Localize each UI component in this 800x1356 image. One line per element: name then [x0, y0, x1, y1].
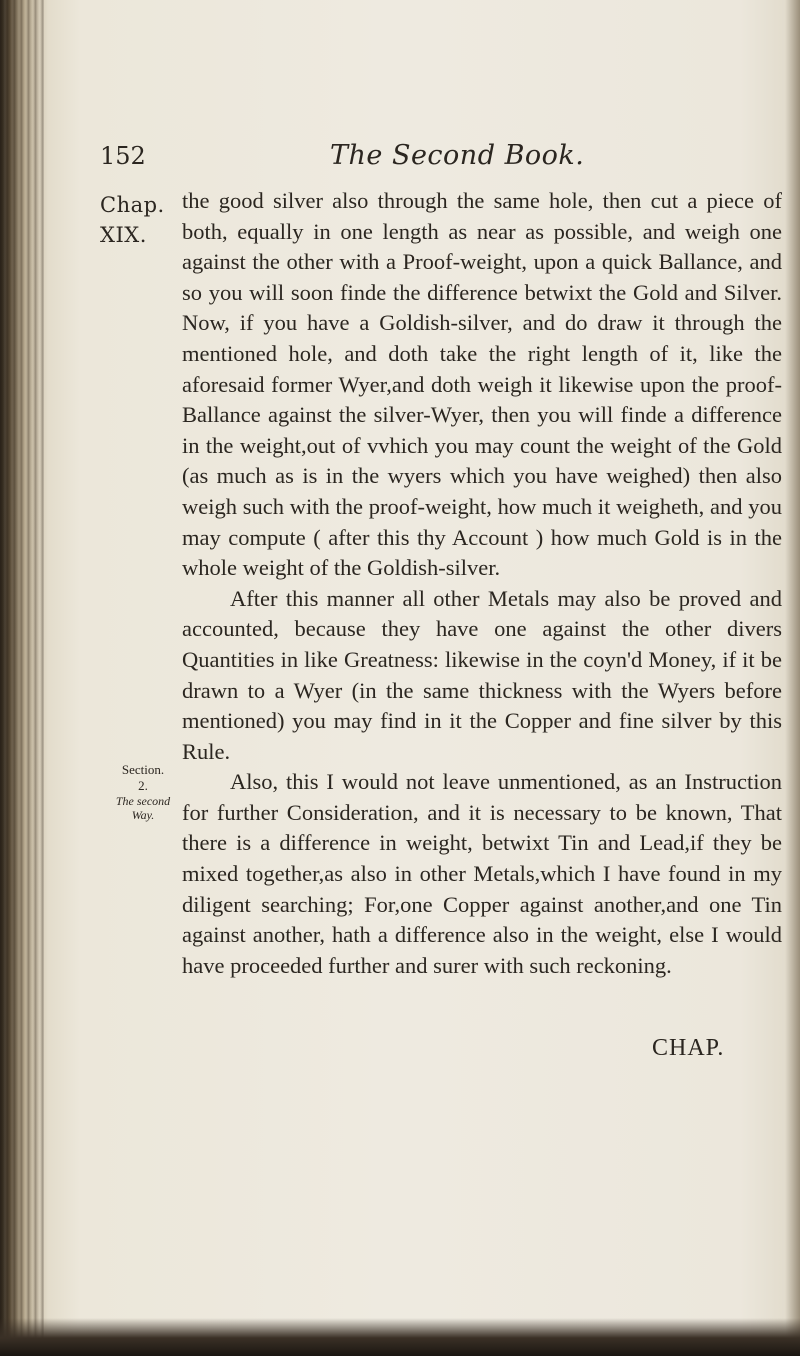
section-number: 2.	[138, 778, 148, 793]
chapter-label	[100, 190, 180, 250]
chapter-word: Chap.	[100, 193, 165, 217]
running-title: The Second Book.	[330, 140, 585, 171]
paragraph-1: the good silver also through the same hole, then cut a piece of both, equally in one length as near as possible, and weigh one against the other with a Proof-weight, upon a quick Ballance, and so you will soon finde the difference betwixt the Gold and Silver. Now, if you have a Goldish-silver, and do draw it through the mentioned hole, and doth take the right length of it, like the aforesaid former Wyer,and doth weigh it likewise upon the proof-Ballance against the silver-Wyer, then you will finde a difference in the weight,out of vvhich you may count the weight of the Gold (as much as is in the wyers which you have weighed) then also weigh such with the proof-weight, how much it weigheth, and you may compute ( after this thy Account ) how much Gold is in the whole weight of the Goldish-silver.	[182, 188, 782, 581]
page-number: 152	[100, 142, 146, 170]
catchword: CHAP.	[652, 1035, 725, 1061]
chapter-number: XIX.	[100, 223, 147, 247]
section-label: Section.	[121, 762, 165, 777]
paragraph-3: Also, this I would not leave unmentioned, as an Instruction for further Consideration, and it is necessary to be known, That there is a difference in weight, betwixt Tin and Lead,if they be mixed together,as also in other Metals,which I have found in my diligent searching; For,one Copper against another,and one Tin against another, hath a difference also in the weight, else I would have proceeded further and surer with such reckoning.	[182, 769, 782, 978]
page-bottom-shadow	[0, 1318, 800, 1356]
page-binding-edge	[0, 0, 44, 1356]
body-text	[182, 186, 782, 981]
margin-side-note	[108, 762, 178, 822]
paragraph-2: After this manner all other Metals may also be proved and accounted, because they have one against the other divers Quantities in like Greatness: likewise in the coyn'd Money, if it be drawn to a Wyer (in the same thickness with the Wyers before mentioned) you may find in it the Copper and fine silver by this Rule.	[182, 585, 782, 764]
section-title: The second Way.	[115, 794, 171, 822]
page-header	[100, 136, 760, 176]
